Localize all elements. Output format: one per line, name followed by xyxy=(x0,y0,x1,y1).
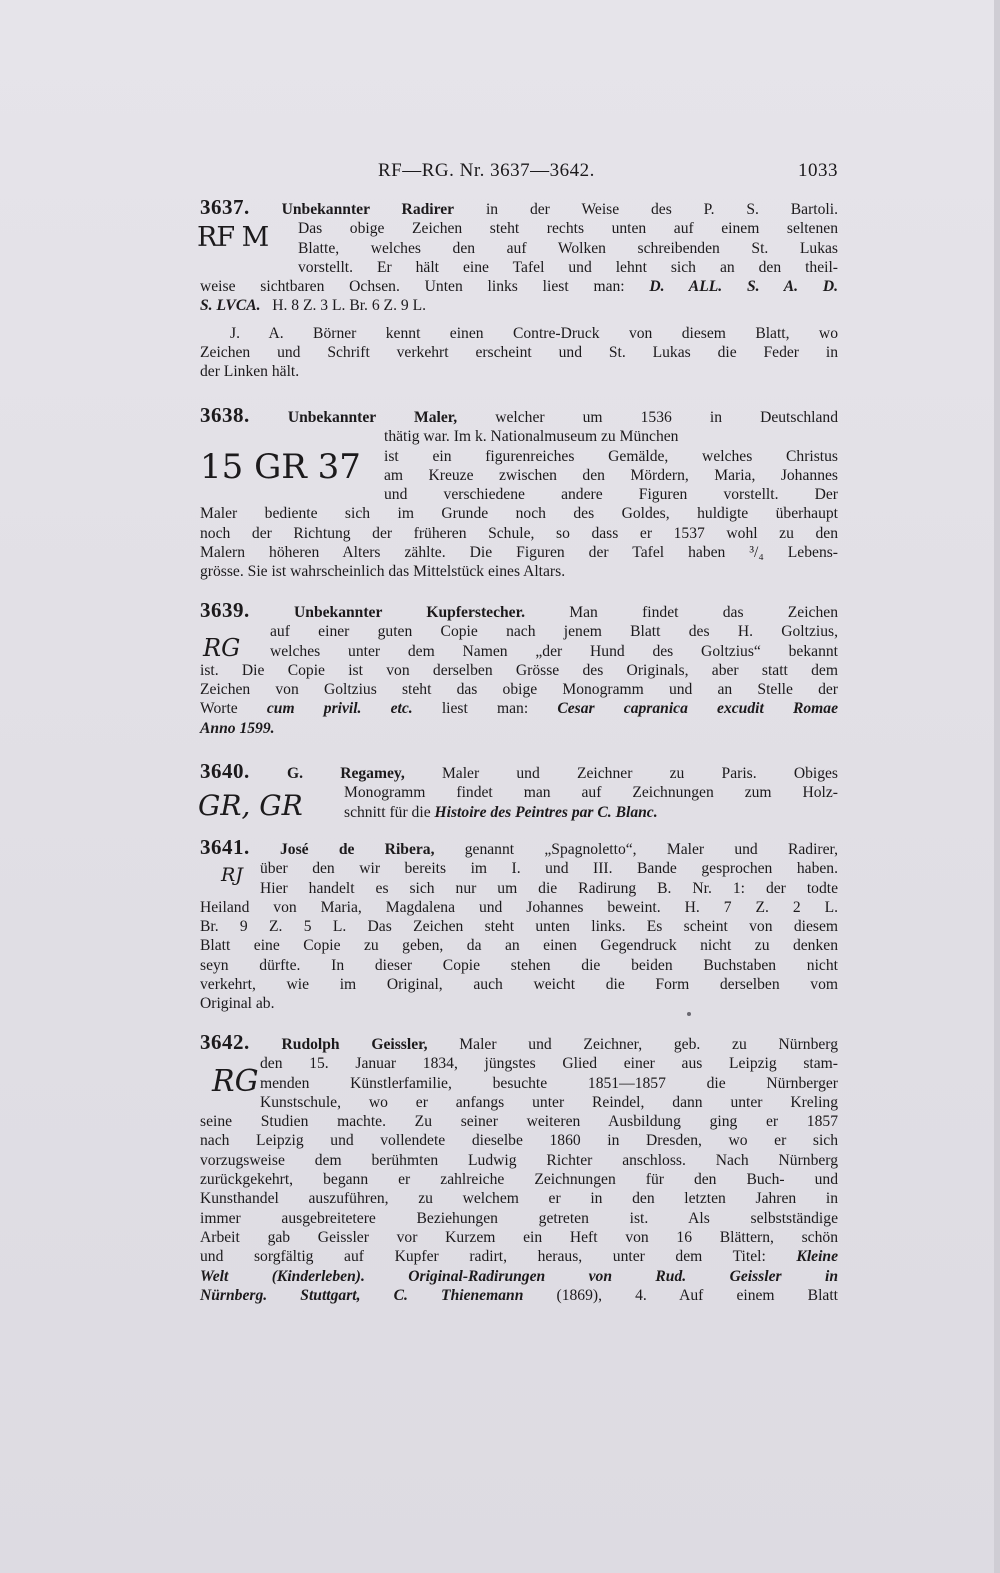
entry-3641: 3641. José de Ribera, genannt „Spagnoletto“, Maler und Radirer, über den wir bereits im I. und III. Bande gesprochen haben. Hier handelt es sich nur um die Radirung B. Nr. 1: der todte Heiland von Maria, Magdalena und Johannes beweint. H. 7 Z. 2 L. Br. 9 Z. 5 L. Das Zeichen steht unten links. Es scheint von diesem Blatt eine Copie zu geben, da an einen Gegendruck nicht zu denken seyn dürfte. In dieser Copie stehen die beiden Buchstaben nicht verkehrt, wie im Original, auch weicht die Form derselben vom Original ab. xyxy=(200,835,838,1013)
entry-number: 3641. xyxy=(200,835,250,859)
entry-title: Unbekannter Radirer xyxy=(281,201,455,218)
monogram-gr-1537: 15 GR 37 xyxy=(200,447,361,487)
monogram-rfm: RF M xyxy=(197,222,269,253)
speck xyxy=(687,1012,691,1016)
monogram-geissler: RG xyxy=(212,1064,259,1099)
entry-number: 3639. xyxy=(200,598,250,622)
entry-number: 3638. xyxy=(200,403,250,427)
monogram-regamey: GR, GR xyxy=(198,789,303,822)
entry-title: G. Regamey, xyxy=(286,765,405,782)
entry-number: 3642. xyxy=(200,1030,250,1054)
entry-3639: 3639. Unbekannter Kupferstecher. Man findet das Zeichen auf einer guten Copie nach jenem Blatt des H. Goltzius, welches unter dem Namen „der Hund des Goltzius“ bekannt ist. Die Copie ist von derselben Grösse des Originals, aber statt dem Zeichen von Goltzius steht das obige Monogramm und an Stelle der Worte cum privil. etc. liest man: Cesar capranica excudit Romae Anno 1599. xyxy=(200,598,839,737)
page-number: 1033 xyxy=(798,160,838,181)
monogram-rg: RG xyxy=(203,634,241,662)
entry-title: Unbekannter Maler, xyxy=(287,409,458,426)
entry-title: Rudolph Geissler, xyxy=(281,1036,428,1053)
entry-3638: 3638. Unbekannter Maler, welcher um 1536 in Deutschland thätig war. Im k. Nationalmuseum zu München ist ein figurenreiches Gemälde, welches Christus am Kreuze zwischen den Mördern, Maria, Johannes und verschiedene andere Figuren vorstellt. Der Maler bediente sich im Grunde noch des Goldes, huldigte überhaupt noch der Richtung der früheren Schule, so dass er 1537 wohl zu den Malern höheren Alters zählte. Die Figuren der Tafel haben ³/₄ Lebens- grösse. Sie ist wahrscheinlich das Mittelstück eines Altars. xyxy=(200,403,839,581)
entry-number: 3637. xyxy=(200,195,250,219)
entry-title: José de Ribera, xyxy=(280,841,435,858)
running-header xyxy=(200,160,838,186)
entry-title: Unbekannter Kupferstecher. xyxy=(294,604,525,621)
running-title: RF—RG. Nr. 3637—3642. xyxy=(378,160,595,181)
entry-3642: 3642. Rudolph Geissler, Maler und Zeichner, geb. zu Nürnberg den 15. Januar 1834, jüngstes Glied einer aus Leipzig stam- menden Künstlerfamilie, besuchte 1851—1857 die Nürnberger Kunstschule, wo er anfangs unter Reindel, dann unter Kreling seine Studien machte. Zu seiner weiteren Ausbildung ging er 1857 nach Leipzig und vollendete dieselbe 1860 in Dresden, wo er sich vorzugsweise dem berühmten Ludwig Richter anschloss. Nach Nürnberg zurückgekehrt, begann er zahlreiche Zeichnungen für den Buch- und Kunsthandel auszuführen, zu welchem er in den letzten Jahren in immer ausgebreitetere Beziehungen getreten ist. Als selbstständige Arbeit gab Geissler vor Kurzem ein Heft von 16 Blättern, schön und sorgfältig auf Kupfer radirt, heraus, unter dem Titel: Kleine Welt (Kinderleben). Original-Radirungen von Rud. Geissler in Nürnberg. Stuttgart, C. Thienemann (1869), 4. Auf einem Blatt xyxy=(200,1030,839,1304)
entry-number: 3640. xyxy=(200,759,250,783)
entry-3640: 3640. G. Regamey, Maler und Zeichner zu Paris. Obiges Monogramm findet man auf Zeichnungen zum Holz- schnitt für die Histoire des Peintres par C. Blanc. xyxy=(200,759,839,821)
monogram-ribera: RJ xyxy=(221,864,243,886)
page-edge-shadow xyxy=(994,0,1000,1573)
entry-3637: 3637. Unbekannter Radirer in der Weise des P. S. Bartoli. Das obige Zeichen steht rechts unten auf einem seltenen Blatte, welches den auf Wolken schreibenden St. Lukas vorstellt. Er hält eine Tafel und lehnt sich an den theil- weise sichtbaren Ochsen. Unten links liest man: D. ALL. S. A. D. S. LVCA. H. 8 Z. 3 L. Br. 6 Z. 9 L. J. A. Börner kennt einen Contre-Druck von diesem Blatt, wo Zeichen und Schrift verkehrt erscheint und St. Lukas die Feder in der Linken hält. xyxy=(200,195,838,381)
